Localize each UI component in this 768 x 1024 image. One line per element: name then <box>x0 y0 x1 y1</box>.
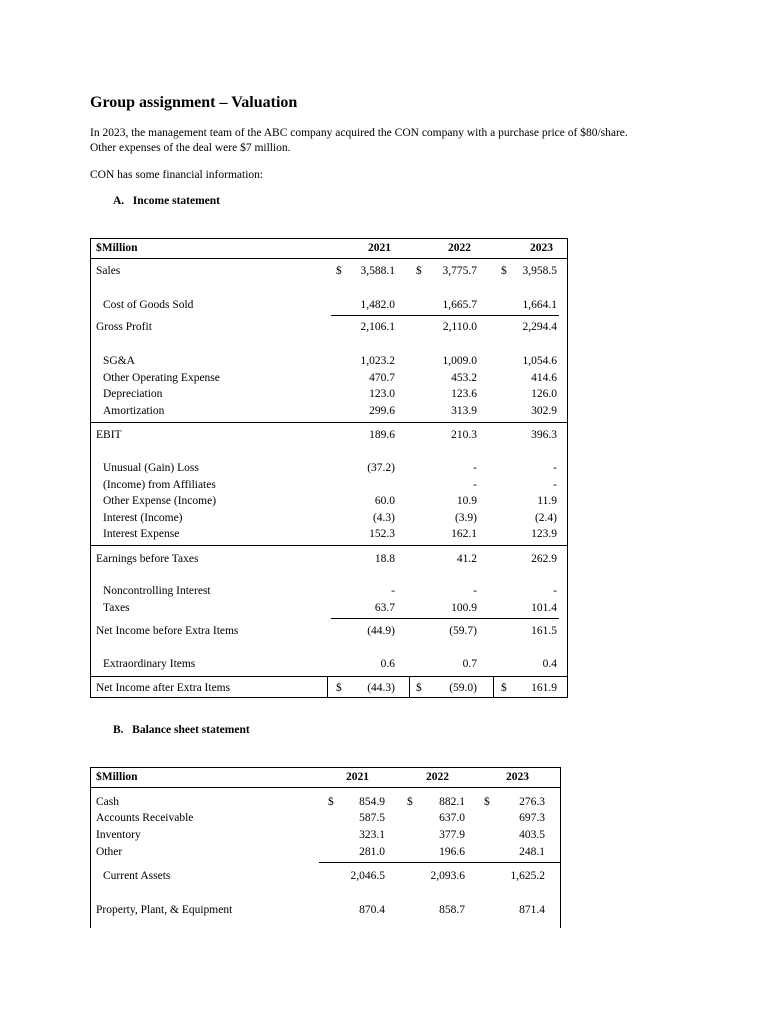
income-row-value: (44.9) <box>367 625 395 637</box>
income-row-label: SG&A <box>103 355 135 367</box>
income-row-value: 189.6 <box>369 429 395 441</box>
income-year-header: 2021 <box>368 242 391 254</box>
income-row <box>91 372 567 386</box>
income-row <box>91 495 567 509</box>
intro-line-2: Other expenses of the deal were $7 million. <box>90 142 291 154</box>
income-row-value: 262.9 <box>531 553 557 565</box>
income-row-label: Cost of Goods Sold <box>103 299 194 311</box>
income-row-label: Depreciation <box>103 388 163 400</box>
income-row-value: (3.9) <box>454 512 477 524</box>
income-row-value: 123.6 <box>451 388 477 400</box>
page-title: Group assignment – Valuation <box>90 94 298 111</box>
income-header-label: $Million <box>96 242 138 254</box>
income-row-value: 1,664.1 <box>522 299 557 311</box>
income-row-value: 414.6 <box>531 372 557 384</box>
balance-row-value: 854.9 <box>359 796 385 808</box>
balance-row-value: 637.0 <box>439 812 465 824</box>
income-row <box>91 479 567 493</box>
income-row-label: Net Income before Extra Items <box>96 625 239 637</box>
balance-row-label: Inventory <box>96 829 141 841</box>
subtotal-rule <box>331 315 559 316</box>
income-row-label: Other Operating Expense <box>103 372 220 384</box>
currency-symbol: $ <box>416 682 422 694</box>
income-row-label: Interest Expense <box>103 528 180 540</box>
income-row-value: 1,482.0 <box>360 299 395 311</box>
subtotal-rule <box>91 545 567 546</box>
balance-row-label: Cash <box>96 796 119 808</box>
balance-row-value: 697.3 <box>519 812 545 824</box>
income-row-value: 1,023.2 <box>360 355 395 367</box>
balance-row-value: 276.3 <box>519 796 545 808</box>
subtotal-rule <box>91 422 567 423</box>
income-year-header: 2022 <box>448 242 471 254</box>
subtotal-rule <box>91 676 567 677</box>
balance-row-value: 196.6 <box>439 846 465 858</box>
balance-row-value: 377.9 <box>439 829 465 841</box>
income-row-value: 18.8 <box>374 553 395 565</box>
income-row-value: 161.9 <box>531 682 557 694</box>
income-row <box>91 658 567 672</box>
column-divider <box>409 676 410 697</box>
intro-line-1: In 2023, the management team of the ABC company acquired the CON company with a purchase price of $80/share. <box>90 127 628 139</box>
income-row-value: 302.9 <box>531 405 557 417</box>
currency-symbol: $ <box>336 265 342 277</box>
balance-row-label: Property, Plant, & Equipment <box>96 904 233 916</box>
income-row-value: 162.1 <box>451 528 477 540</box>
balance-row-label: Accounts Receivable <box>96 812 194 824</box>
balance-row-value: 2,093.6 <box>430 870 465 882</box>
income-row-value: 100.9 <box>451 602 477 614</box>
income-row-value: 3,588.1 <box>360 265 395 277</box>
balance-row <box>91 846 560 860</box>
balance-row-value: 871.4 <box>519 904 545 916</box>
income-row <box>91 321 567 335</box>
balance-row-value: 858.7 <box>439 904 465 916</box>
income-row-value: 0.7 <box>462 658 477 670</box>
balance-row-value: 248.1 <box>519 846 545 858</box>
income-row-value: - <box>391 585 395 597</box>
balance-year-header: 2022 <box>426 771 449 783</box>
balance-row <box>91 812 560 826</box>
income-row <box>91 625 567 639</box>
income-row <box>91 355 567 369</box>
income-row-value: - <box>473 585 477 597</box>
income-year-header: 2023 <box>530 242 553 254</box>
income-row-value: 2,294.4 <box>522 321 557 333</box>
income-row-value: 2,110.0 <box>442 321 477 333</box>
income-row <box>91 388 567 402</box>
income-row-value: 1,009.0 <box>442 355 477 367</box>
income-row-value: 0.4 <box>542 658 557 670</box>
currency-symbol: $ <box>336 682 342 694</box>
income-row-label: Noncontrolling Interest <box>103 585 211 597</box>
income-row-value: 60.0 <box>374 495 395 507</box>
income-row <box>91 682 567 696</box>
income-row-label: Net Income after Extra Items <box>96 682 231 694</box>
income-row-value: 299.6 <box>369 405 395 417</box>
balance-row-label: Current Assets <box>103 870 171 882</box>
income-row-value: 313.9 <box>451 405 477 417</box>
income-row-value: 123.0 <box>369 388 395 400</box>
balance-header-row <box>91 768 560 788</box>
income-row-value: - <box>553 585 557 597</box>
currency-symbol: $ <box>416 265 422 277</box>
income-row-value: 11.9 <box>537 495 557 507</box>
income-row-value: (59.0) <box>449 682 477 694</box>
income-row-value: 470.7 <box>369 372 395 384</box>
income-row-value: 10.9 <box>456 495 477 507</box>
income-row <box>91 528 567 542</box>
subtotal-rule <box>331 618 559 619</box>
income-row-label: EBIT <box>96 429 122 441</box>
balance-header-label: $Million <box>96 771 138 783</box>
income-row-value: 1,054.6 <box>522 355 557 367</box>
income-row-value: 3,958.5 <box>522 265 557 277</box>
income-row-value: 101.4 <box>531 602 557 614</box>
currency-symbol: $ <box>501 682 507 694</box>
balance-sheet-table <box>90 767 561 928</box>
income-row-value: 152.3 <box>369 528 395 540</box>
income-row <box>91 512 567 526</box>
income-row-value: 1,665.7 <box>442 299 477 311</box>
balance-row <box>91 829 560 843</box>
income-row-value: (2.4) <box>534 512 557 524</box>
con-info-text: CON has some financial information: <box>90 169 264 181</box>
balance-row-label: Other <box>96 846 123 858</box>
income-row-value: - <box>473 462 477 474</box>
income-row <box>91 299 567 313</box>
income-row-label: Taxes <box>103 602 130 614</box>
section-b-heading: B. Balance sheet statement <box>113 724 250 736</box>
income-row-value: (37.2) <box>367 462 395 474</box>
income-row-label: (Income) from Affiliates <box>103 479 216 491</box>
income-row-value: (44.3) <box>367 682 395 694</box>
income-statement-table <box>90 238 568 698</box>
income-row <box>91 553 567 567</box>
income-row-value: - <box>473 479 477 491</box>
subtotal-rule <box>319 862 560 863</box>
income-row-value: 0.6 <box>380 658 395 670</box>
balance-row-value: 2,046.5 <box>350 870 385 882</box>
column-divider <box>493 676 494 697</box>
income-row-value: 41.2 <box>456 553 477 565</box>
income-row-value: (59.7) <box>449 625 477 637</box>
income-row-label: Extraordinary Items <box>103 658 196 670</box>
income-row-value: 161.5 <box>531 625 557 637</box>
income-row-label: Gross Profit <box>96 321 152 333</box>
section-a-heading: A. Income statement <box>113 195 220 207</box>
currency-symbol: $ <box>501 265 507 277</box>
balance-year-header: 2021 <box>346 771 369 783</box>
income-row-value: 453.2 <box>451 372 477 384</box>
balance-row <box>91 904 560 918</box>
income-row-label: Unusual (Gain) Loss <box>103 462 199 474</box>
balance-row-value: 281.0 <box>359 846 385 858</box>
income-row-value: 210.3 <box>451 429 477 441</box>
balance-year-header: 2023 <box>506 771 529 783</box>
income-row-value: - <box>553 462 557 474</box>
income-row <box>91 405 567 419</box>
income-row-value: 396.3 <box>531 429 557 441</box>
income-header-row <box>91 239 567 259</box>
income-row-label: Other Expense (Income) <box>103 495 217 507</box>
balance-row <box>91 796 560 810</box>
balance-row-value: 870.4 <box>359 904 385 916</box>
income-row <box>91 462 567 476</box>
income-row-label: Sales <box>96 265 121 277</box>
income-row <box>91 265 567 279</box>
income-row-value: (4.3) <box>372 512 395 524</box>
column-divider <box>327 676 328 697</box>
income-row <box>91 602 567 616</box>
balance-row-value: 587.5 <box>359 812 385 824</box>
balance-row-value: 403.5 <box>519 829 545 841</box>
currency-symbol: $ <box>484 796 490 808</box>
currency-symbol: $ <box>328 796 334 808</box>
income-row-label: Earnings before Taxes <box>96 553 199 565</box>
income-row-value: 123.9 <box>531 528 557 540</box>
income-row-value: 126.0 <box>531 388 557 400</box>
income-row-value: 63.7 <box>374 602 395 614</box>
balance-row-value: 1,625.2 <box>510 870 545 882</box>
currency-symbol: $ <box>407 796 413 808</box>
balance-row-value: 323.1 <box>359 829 385 841</box>
income-row-value: 2,106.1 <box>360 321 395 333</box>
income-row-label: Amortization <box>103 405 165 417</box>
income-row-value: 3,775.7 <box>442 265 477 277</box>
income-row-label: Interest (Income) <box>103 512 183 524</box>
income-row <box>91 585 567 599</box>
balance-row-value: 882.1 <box>439 796 465 808</box>
income-row <box>91 429 567 443</box>
balance-row <box>91 870 560 884</box>
income-row-value: - <box>553 479 557 491</box>
